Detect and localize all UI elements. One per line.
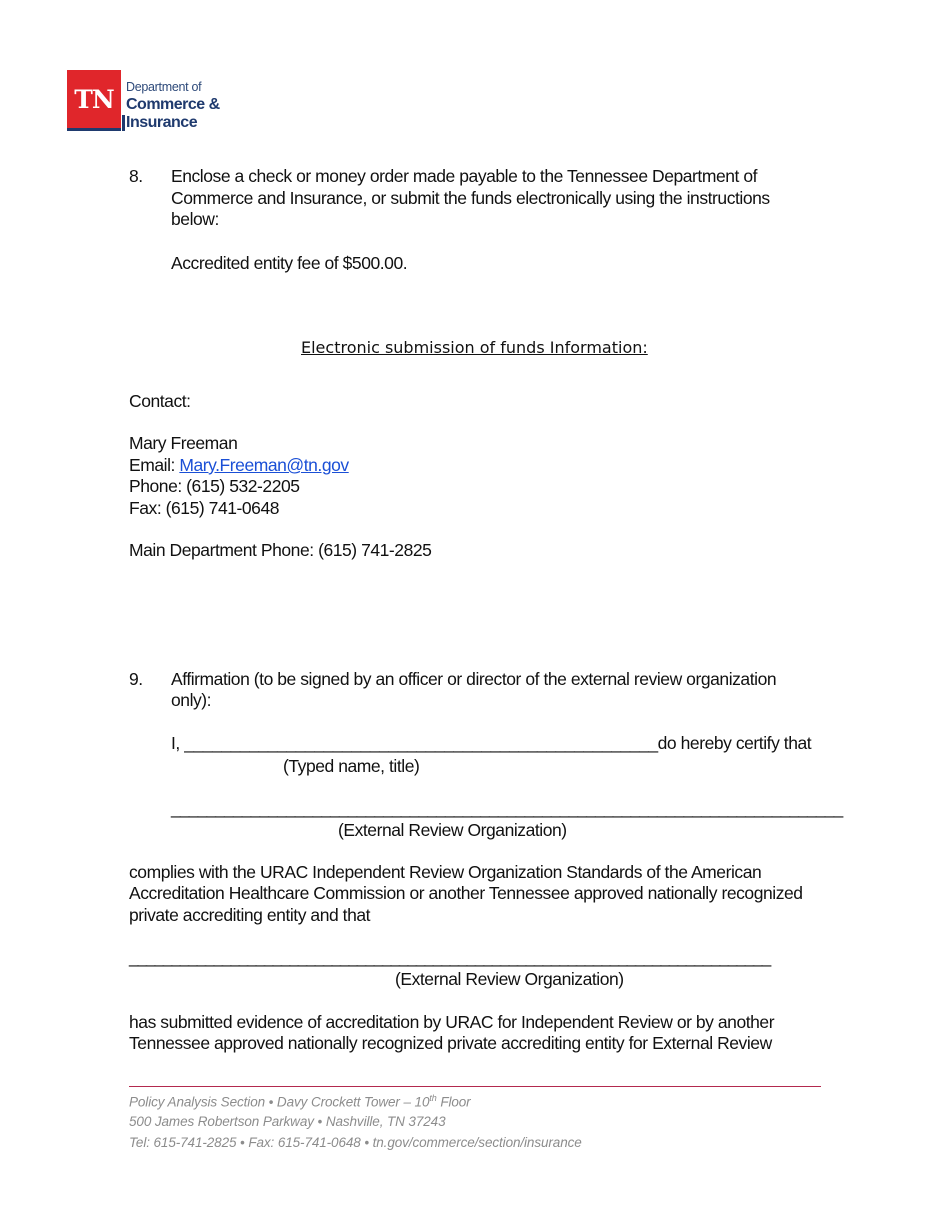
- footer-address-line-2: 500 James Robertson Parkway • Nashville, TN 37243: [129, 1114, 446, 1129]
- item-8-number: 8.: [129, 166, 143, 186]
- electronic-submission-heading: Electronic submission of funds Information:: [301, 338, 648, 357]
- contact-name: Mary Freeman: [129, 433, 238, 453]
- main-department-phone: Main Department Phone: (615) 741-2825: [129, 540, 432, 560]
- complies-line-3: private accrediting entity and that: [129, 905, 371, 925]
- organization-blank-line-2: ____________________________________________________________________________: [129, 947, 770, 967]
- footer-line-1-a: Policy Analysis Section • Davy Crockett Tower – 10: [129, 1094, 430, 1110]
- item-9-number: 9.: [129, 669, 143, 689]
- submitted-line-2: Tennessee approved nationally recognized private accrediting entity for External Review: [129, 1033, 772, 1053]
- logo-underline: [67, 128, 121, 131]
- complies-line-1: complies with the URAC Independent Review Organization Standards of the American: [129, 862, 762, 882]
- contact-fax: Fax: (615) 741-0648: [129, 498, 280, 518]
- email-label: Email:: [129, 455, 180, 475]
- organization-caption-2: (External Review Organization): [395, 969, 624, 989]
- item-8-text-line-2: Commerce and Insurance, or submit the funds electronically using the instructions: [171, 188, 770, 208]
- footer-contact-line: Tel: 615-741-2825 • Fax: 615-741-0648 • tn.gov/commerce/section/insurance: [129, 1135, 582, 1150]
- logo-divider: [122, 115, 125, 131]
- footer-divider: [129, 1086, 821, 1087]
- accredited-entity-fee: Accredited entity fee of $500.00.: [171, 253, 408, 273]
- item-9-text-line-2: only):: [171, 690, 212, 710]
- footer-superscript: th: [429, 1093, 437, 1103]
- logo-line-1: Department of: [126, 80, 202, 94]
- logo-line-3: Insurance: [126, 113, 198, 131]
- item-8-text-line-3: below:: [171, 209, 219, 229]
- contact-email-row: [129, 455, 349, 476]
- organization-caption: (External Review Organization): [338, 820, 567, 840]
- item-8-text-line-1: Enclose a check or money order made payable to the Tennessee Department of: [171, 166, 758, 186]
- contact-phone: Phone: (615) 532-2205: [129, 476, 300, 496]
- organization-blank-line: ____________________________________________________________________________: [171, 798, 843, 818]
- contact-label: Contact:: [129, 391, 191, 411]
- complies-line-2: Accreditation Healthcare Commission or another Tennessee approved nationally recognized: [129, 883, 803, 903]
- footer-address-line-1: [129, 1093, 471, 1110]
- email-link[interactable]: Mary.Freeman@tn.gov: [179, 455, 349, 475]
- logo-line-2: Commerce &: [126, 95, 220, 113]
- typed-name-caption: (Typed name, title): [283, 756, 420, 776]
- footer-line-1-b: Floor: [436, 1094, 471, 1110]
- department-logo-text: [126, 81, 220, 131]
- item-9-text-line-1: Affirmation (to be signed by an officer or director of the external review organization: [171, 669, 777, 689]
- submitted-line-1: has submitted evidence of accreditation by URAC for Independent Review or by another: [129, 1012, 775, 1032]
- certify-signature-line: I, ___________________________________________________do hereby certify that: [171, 733, 812, 753]
- tn-logo-mark: TN: [67, 70, 121, 128]
